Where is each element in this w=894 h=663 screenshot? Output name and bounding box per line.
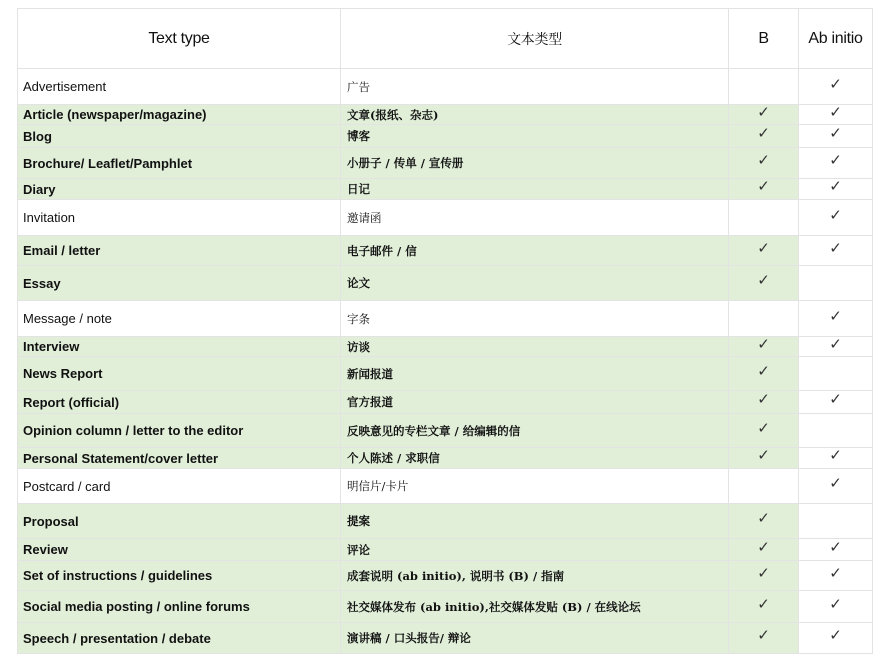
text-type-cell: Blog: [18, 125, 341, 148]
table-row: [18, 539, 873, 561]
text-type-cell: Set of instructions / guidelines: [18, 561, 341, 591]
text-type-cell: Interview: [18, 337, 341, 357]
check-icon: ✓: [829, 239, 842, 257]
check-icon: ✓: [829, 475, 842, 492]
b-level-cell: [729, 357, 799, 391]
text-type-cell: Review: [18, 539, 341, 561]
ab-initio-cell: [799, 504, 873, 539]
check-icon: ✓: [757, 391, 770, 408]
chinese-cell: 明信片/卡片: [341, 469, 729, 504]
text-type-cell: Personal Statement/cover letter: [18, 448, 341, 469]
table-row: [18, 148, 873, 179]
ab-initio-cell: [799, 69, 873, 105]
check-icon: ✓: [757, 152, 770, 169]
table-row: [18, 623, 873, 654]
text-type-cell: Message / note: [18, 301, 341, 337]
table-row: [18, 179, 873, 200]
check-icon: ✓: [757, 335, 770, 353]
ab-initio-cell: [799, 448, 873, 469]
check-icon: ✓: [757, 564, 770, 582]
chinese-cell: 博客: [341, 125, 729, 148]
table-row: [18, 105, 873, 125]
chinese-cell: 论文: [341, 266, 729, 301]
check-icon: ✓: [757, 178, 770, 195]
b-level-cell: [729, 414, 799, 448]
table-row: [18, 504, 873, 539]
chinese-cell: 字条: [341, 301, 729, 337]
header-b: B: [729, 9, 799, 69]
ab-initio-cell: [799, 236, 873, 266]
table-row: [18, 357, 873, 391]
check-icon: ✓: [757, 419, 770, 437]
ab-initio-cell: [799, 266, 873, 301]
ab-initio-cell: [799, 125, 873, 148]
chinese-cell: 文章(报纸、杂志): [341, 105, 729, 125]
chinese-cell: 电子邮件 / 信: [341, 236, 729, 266]
check-icon: ✓: [757, 627, 770, 644]
b-level-cell: [729, 266, 799, 301]
b-level-cell: [729, 69, 799, 105]
check-icon: ✓: [757, 103, 770, 121]
b-level-cell: [729, 539, 799, 561]
text-type-cell: Social media posting / online forums: [18, 591, 341, 623]
table-row: [18, 448, 873, 469]
b-level-cell: [729, 504, 799, 539]
ab-initio-cell: [799, 179, 873, 200]
chinese-cell: 社交媒体发布 (ab initio),社交媒体发贴 (B) / 在线论坛: [341, 591, 729, 623]
ab-initio-cell: [799, 539, 873, 561]
text-type-cell: Brochure/ Leaflet/Pamphlet: [18, 148, 341, 179]
text-type-cell: Opinion column / letter to the editor: [18, 414, 341, 448]
ab-initio-cell: [799, 200, 873, 236]
table-row: [18, 266, 873, 301]
check-icon: ✓: [829, 391, 842, 408]
chinese-cell: 成套说明 (ab initio), 说明书 (B) / 指南: [341, 561, 729, 591]
b-level-cell: [729, 337, 799, 357]
chinese-cell: 提案: [341, 504, 729, 539]
table-row: [18, 236, 873, 266]
table-row: [18, 591, 873, 623]
chinese-cell: 新闻报道: [341, 357, 729, 391]
table-row: [18, 200, 873, 236]
ab-initio-cell: [799, 105, 873, 125]
check-icon: ✓: [757, 447, 770, 464]
check-icon: ✓: [829, 125, 842, 142]
header-ab-initio: Ab initio: [799, 9, 873, 69]
check-icon: ✓: [829, 178, 842, 195]
ab-initio-cell: [799, 391, 873, 414]
table-row: [18, 69, 873, 105]
b-level-cell: [729, 236, 799, 266]
check-icon: ✓: [829, 103, 842, 121]
check-icon: ✓: [757, 362, 770, 380]
check-icon: ✓: [829, 595, 842, 613]
table-row: [18, 301, 873, 337]
check-icon: ✓: [829, 447, 842, 464]
check-icon: ✓: [829, 538, 842, 556]
check-icon: ✓: [757, 510, 770, 527]
b-level-cell: [729, 623, 799, 654]
chinese-cell: 评论: [341, 539, 729, 561]
check-icon: ✓: [757, 272, 770, 289]
text-type-cell: News Report: [18, 357, 341, 391]
ab-initio-cell: [799, 357, 873, 391]
ab-initio-cell: [799, 414, 873, 448]
table-row: [18, 337, 873, 357]
check-icon: ✓: [829, 335, 842, 353]
text-type-cell: Essay: [18, 266, 341, 301]
text-type-cell: Report (official): [18, 391, 341, 414]
check-icon: ✓: [829, 627, 842, 644]
chinese-cell: 官方报道: [341, 391, 729, 414]
text-type-table: [17, 8, 873, 654]
b-level-cell: [729, 448, 799, 469]
b-level-cell: [729, 105, 799, 125]
b-level-cell: [729, 200, 799, 236]
check-icon: ✓: [757, 538, 770, 556]
b-level-cell: [729, 125, 799, 148]
b-level-cell: [729, 301, 799, 337]
ab-initio-cell: [799, 591, 873, 623]
header-row: [18, 9, 873, 69]
check-icon: ✓: [829, 307, 842, 325]
b-level-cell: [729, 179, 799, 200]
chinese-cell: 个人陈述 / 求职信: [341, 448, 729, 469]
b-level-cell: [729, 391, 799, 414]
header-text-type: Text type: [18, 9, 341, 69]
ab-initio-cell: [799, 623, 873, 654]
check-icon: ✓: [757, 239, 770, 257]
check-icon: ✓: [829, 206, 842, 224]
text-type-cell: Advertisement: [18, 69, 341, 105]
table-row: [18, 469, 873, 504]
table-row: [18, 125, 873, 148]
text-type-cell: Proposal: [18, 504, 341, 539]
text-type-cell: Postcard / card: [18, 469, 341, 504]
check-icon: ✓: [829, 75, 842, 93]
text-type-cell: Email / letter: [18, 236, 341, 266]
check-icon: ✓: [829, 152, 842, 169]
chinese-cell: 邀请函: [341, 200, 729, 236]
chinese-cell: 访谈: [341, 337, 729, 357]
text-type-cell: Diary: [18, 179, 341, 200]
ab-initio-cell: [799, 561, 873, 591]
chinese-cell: 演讲稿 / 口头报告/ 辩论: [341, 623, 729, 654]
chinese-cell: 小册子 / 传单 / 宣传册: [341, 148, 729, 179]
header-chinese: 文本类型: [341, 9, 729, 69]
chinese-cell: 日记: [341, 179, 729, 200]
check-icon: ✓: [757, 595, 770, 613]
chinese-cell: 反映意见的专栏文章 / 给编辑的信: [341, 414, 729, 448]
b-level-cell: [729, 561, 799, 591]
table-row: [18, 414, 873, 448]
ab-initio-cell: [799, 469, 873, 504]
check-icon: ✓: [829, 564, 842, 582]
text-type-cell: Article (newspaper/magazine): [18, 105, 341, 125]
table-row: [18, 561, 873, 591]
b-level-cell: [729, 469, 799, 504]
b-level-cell: [729, 591, 799, 623]
ab-initio-cell: [799, 337, 873, 357]
ab-initio-cell: [799, 148, 873, 179]
chinese-cell: 广告: [341, 69, 729, 105]
ab-initio-cell: [799, 301, 873, 337]
b-level-cell: [729, 148, 799, 179]
text-type-cell: Invitation: [18, 200, 341, 236]
text-type-cell: Speech / presentation / debate: [18, 623, 341, 654]
check-icon: ✓: [757, 125, 770, 142]
table-row: [18, 391, 873, 414]
